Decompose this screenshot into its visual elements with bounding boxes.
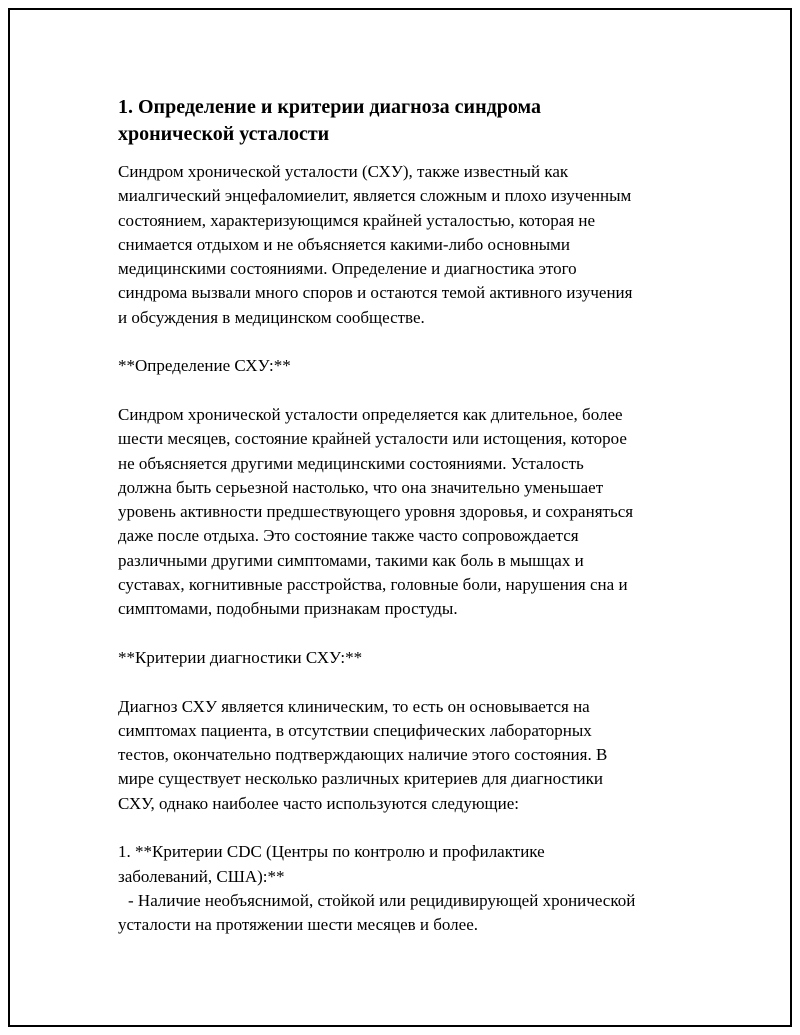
definition-subheading: **Определение СХУ:**: [118, 356, 291, 376]
cdc-criteria-item: 1. **Критерии CDC (Центры по контролю и профилактике заболеваний, США):**: [118, 842, 545, 886]
definition-paragraph: Синдром хронической усталости определяется как длительное, более шести месяцев, состояние крайней усталости или истощения, которое не объясняется другими медицинскими состояниями. Усталость должна быть серьезной настолько, что она значительно уменьшает уровень активности предшествующего уровня здоровья, и сохраняться даже после отдыха. Это состояние также часто сопровождается различными другими симптомами, такими как боль в мышцах и суставах, когнитивные расстройства, головные боли, нарушения сна и симптомами, подобными признакам простуды.: [118, 404, 634, 619]
section-heading: 1. Определение и критерии диагноза синдрома хронической усталости: [118, 96, 541, 145]
document-body: [118, 94, 698, 938]
criteria-subheading: **Критерии диагностики СХУ:**: [118, 647, 363, 667]
cdc-criteria-bullet: - Наличие необъяснимой, стойкой или рецидивирующей хронической: [128, 890, 636, 910]
cdc-criteria-bullet-continuation: усталости на протяжении шести месяцев и более.: [118, 915, 478, 935]
criteria-paragraph: Диагноз СХУ является клиническим, то есть он основывается на симптомах пациента, в отсутствии специфических лабораторных тестов, окончательно подтверждающих наличие этого состояния. В мире существует несколько различных критериев для диагностики СХУ, однако наиболее часто используются следующие:: [118, 696, 608, 813]
intro-paragraph: Синдром хронической усталости (СХУ), также известный как миалгический энцефаломиелит, является сложным и плохо изученным состоянием, характеризующимся крайней усталостью, которая не снимается отдыхом и не объясняется какими-либо основными медицинскими состояниями. Определение и диагностика этого синдрома вызвали много споров и остаются темой активного изучения и обсуждения в медицинском сообществе.: [118, 162, 633, 327]
